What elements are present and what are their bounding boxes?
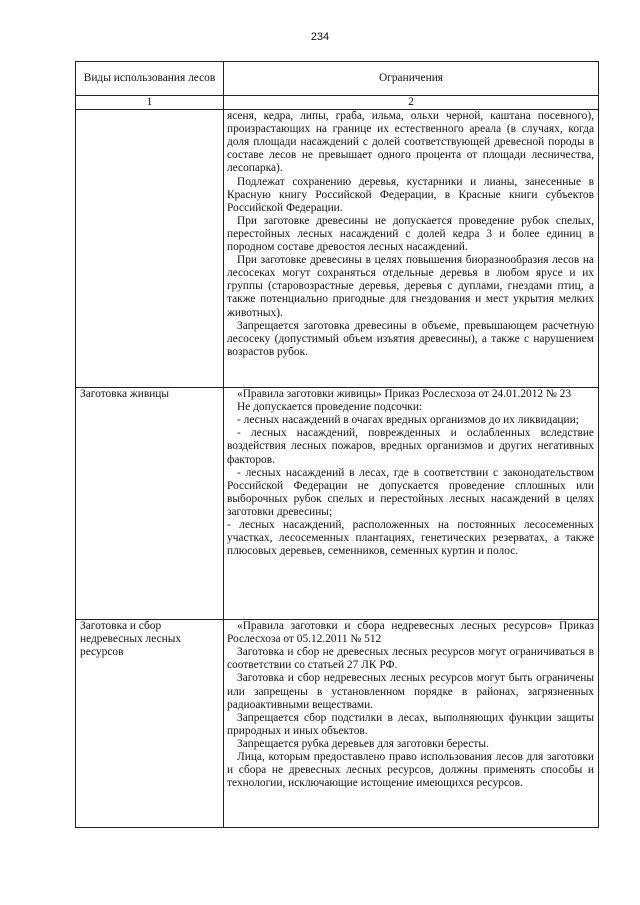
restriction-paragraph: Запрещается сбор подстилки в лесах, выполняющих функции защиты природных и иных объектов.	[227, 711, 594, 737]
header-forest-use-types: Виды использования лесов	[76, 62, 224, 96]
restriction-paragraph: - лесных насаждений, расположенных на постоянных лесосеменных участках, лесосеменных плантациях, генетических резерватах, а также плюсовых деревьев, семенников, семенных куртин и полос.	[227, 519, 594, 558]
restriction-paragraph: - лесных насаждений в очагах вредных организмов до их ликвидации;	[237, 414, 579, 427]
table-header-row	[76, 62, 599, 96]
restriction-paragraph: Не допускается проведение подсочки:	[237, 401, 423, 414]
restriction-paragraph: Запрещается заготовка древесины в объеме, превышающем расчетную лесосеку (допустимый объем изъятия древесины), а также с нарушением возрастов рубок.	[227, 319, 594, 358]
restriction-paragraph: Подлежат сохранению деревья, кустарники и лианы, занесенные в Красную книгу Российской Федерации, в Красные книги субъектов Российской Федерации.	[227, 175, 594, 214]
restriction-paragraph: При заготовке древесины не допускается проведение рубок спелых, перестойных лесных насаждений с долей кедра 3 и более единиц в породном составе древостоя лесных насаждений.	[227, 214, 594, 254]
table-row	[76, 620, 599, 828]
table-column-numbers-row	[76, 96, 599, 110]
forest-use-type-cell: Заготовка живицы	[76, 388, 224, 620]
restrictions-table	[75, 61, 599, 828]
restrictions-cell	[224, 620, 599, 828]
restriction-paragraph: Запрещается рубка деревьев для заготовки бересты.	[237, 737, 489, 750]
restriction-paragraph: Заготовка и сбор не древесных лесных ресурсов могут ограничиваться в соответствии со статьей 27 ЛК РФ.	[227, 646, 594, 672]
restrictions-cell	[224, 110, 599, 388]
table-row	[76, 110, 599, 388]
restriction-paragraph: Заготовка и сбор недревесных лесных ресурсов могут быть ограничены или запрещены в установленном порядке в районах, загрязненных радиоактивными веществами.	[227, 672, 594, 711]
page-number: 234	[310, 31, 330, 43]
forest-use-type-cell	[76, 110, 224, 388]
forest-use-type-cell: Заготовка и сбор недревесных лесных ресурсов	[76, 620, 224, 828]
column-number-1: 1	[76, 96, 224, 110]
restriction-paragraph: - лесных насаждений в лесах, где в соответствии с законодательством Российской Федерации не допускается проведение сплошных или выборочных рубок спелых и перестойных лесных насаждений в целях заготовки древесины;	[227, 466, 594, 518]
restrictions-cell	[224, 388, 599, 620]
restriction-paragraph: «Правила заготовки живицы» Приказ Рослесхоза от 24.01.2012 № 23	[237, 388, 572, 401]
restriction-paragraph: Лица, которым предоставлено право использования лесов для заготовки и сбора не древесных лесных ресурсов, должны применять способы и технологии, исключающие истощение имеющихся ресурсов.	[227, 751, 594, 790]
header-restrictions: Ограничения	[224, 62, 599, 96]
restriction-paragraph: «Правила заготовки и сбора недревесных лесных ресурсов» Приказ Рослесхоза от 05.12.2011 № 512	[227, 620, 594, 646]
restriction-paragraph: - лесных насаждений, поврежденных и ослабленных вследствие воздействия лесных пожаров, вредных организмов и других негативных факторов.	[227, 427, 594, 466]
column-number-2: 2	[224, 96, 599, 110]
restriction-paragraph: При заготовке древесины в целях повышения биоразнообразия лесов на лесосеках могут сохраняться отдельные деревья в любом ярусе и их группы (старовозрастные деревья, деревья с дуплами, гнездами птиц, а также потенциально пригодные для гнездования и мест укрытия мелких животных).	[227, 254, 594, 319]
table-row	[76, 388, 599, 620]
restriction-paragraph: ясеня, кедра, липы, граба, ильма, ольхи черной, каштана посевного), произрастающих на границе их естественного ареала (в случаях, когда доля площади насаждений с долей соответствующей древесной породы в составе лесов не превышает одного процента от площади лесничества, лесопарка).	[227, 110, 594, 175]
